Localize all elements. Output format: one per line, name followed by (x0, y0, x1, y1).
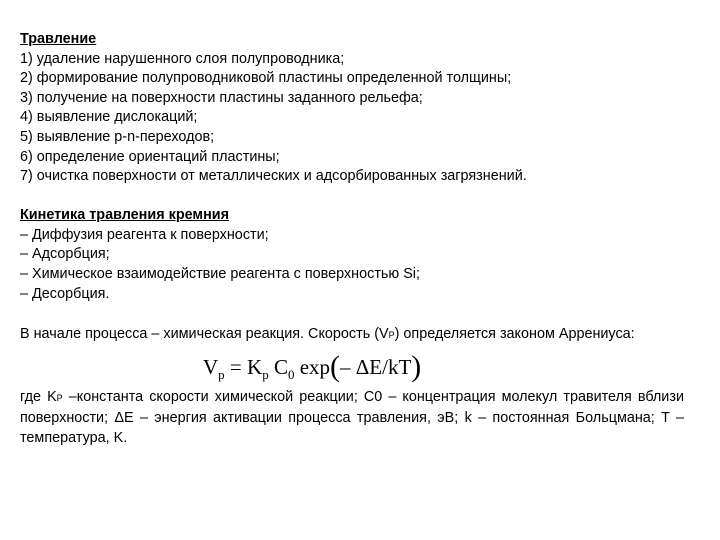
spacer (20, 187, 684, 207)
intro-paragraph (20, 324, 684, 345)
arrhenius-formula-row (20, 345, 684, 387)
intro-text-start: В начале процесса – химическая реакция. Скорость (V (20, 325, 389, 342)
list-item: 3) получение на поверхности пластины заданного рельефа; (20, 89, 423, 106)
formula-close-paren: ) (411, 349, 422, 383)
definitions-text-start: где K (20, 388, 57, 405)
list-item: 4) выявление дислокаций; (20, 109, 198, 126)
formula-k-subscript: p (262, 366, 269, 382)
list-item: 1) удаление нарушенного слоя полупроводника; (20, 50, 345, 67)
list-item: 5) выявление p-n-переходов; (20, 128, 215, 145)
kinetics-list (20, 226, 684, 304)
formula-v: V (203, 354, 219, 379)
list-item: – Диффузия реагента к поверхности; (20, 226, 269, 243)
intro-subscript: P (388, 329, 395, 340)
formula-eq-k: = K (224, 354, 263, 379)
formula-exponent: – ΔE/kT (340, 354, 412, 379)
definitions-paragraph (20, 387, 684, 448)
definitions-text-end: –константа скорости химической реакции; C0 – концентрация молекул травителя вблизи поверхности; ΔE – энергия активации процесса травления, эВ; k – постоянная Больцмана; T – температура, K. (20, 388, 684, 446)
spacer (20, 304, 684, 324)
etching-list (20, 50, 684, 187)
etching-heading: Травление (20, 31, 97, 47)
slide-content (20, 30, 684, 448)
intro-text-end: ) определяется законом Аррениуса: (394, 325, 635, 342)
list-item: 2) формирование полупроводниковой пластины определенной толщины; (20, 70, 512, 87)
formula-v-subscript: p (218, 366, 225, 382)
kinetics-heading: Кинетика травления кремния (20, 207, 230, 224)
list-item: 6) определение ориентаций пластины; (20, 148, 280, 165)
formula-exp: exp (294, 354, 331, 379)
formula-c-subscript: 0 (287, 366, 295, 382)
formula-c: C (268, 354, 288, 379)
list-item: – Десорбция. (20, 285, 110, 302)
list-item: – Химическое взаимодействие реагента с поверхностью Si; (20, 266, 420, 283)
list-item: – Адсорбция; (20, 246, 110, 263)
definitions-subscript: P (56, 392, 63, 403)
arrhenius-formula (203, 345, 421, 390)
formula-open-paren: ( (330, 349, 341, 383)
list-item: 7) очистка поверхности от металлических и адсорбированных загрязнений. (20, 168, 527, 185)
